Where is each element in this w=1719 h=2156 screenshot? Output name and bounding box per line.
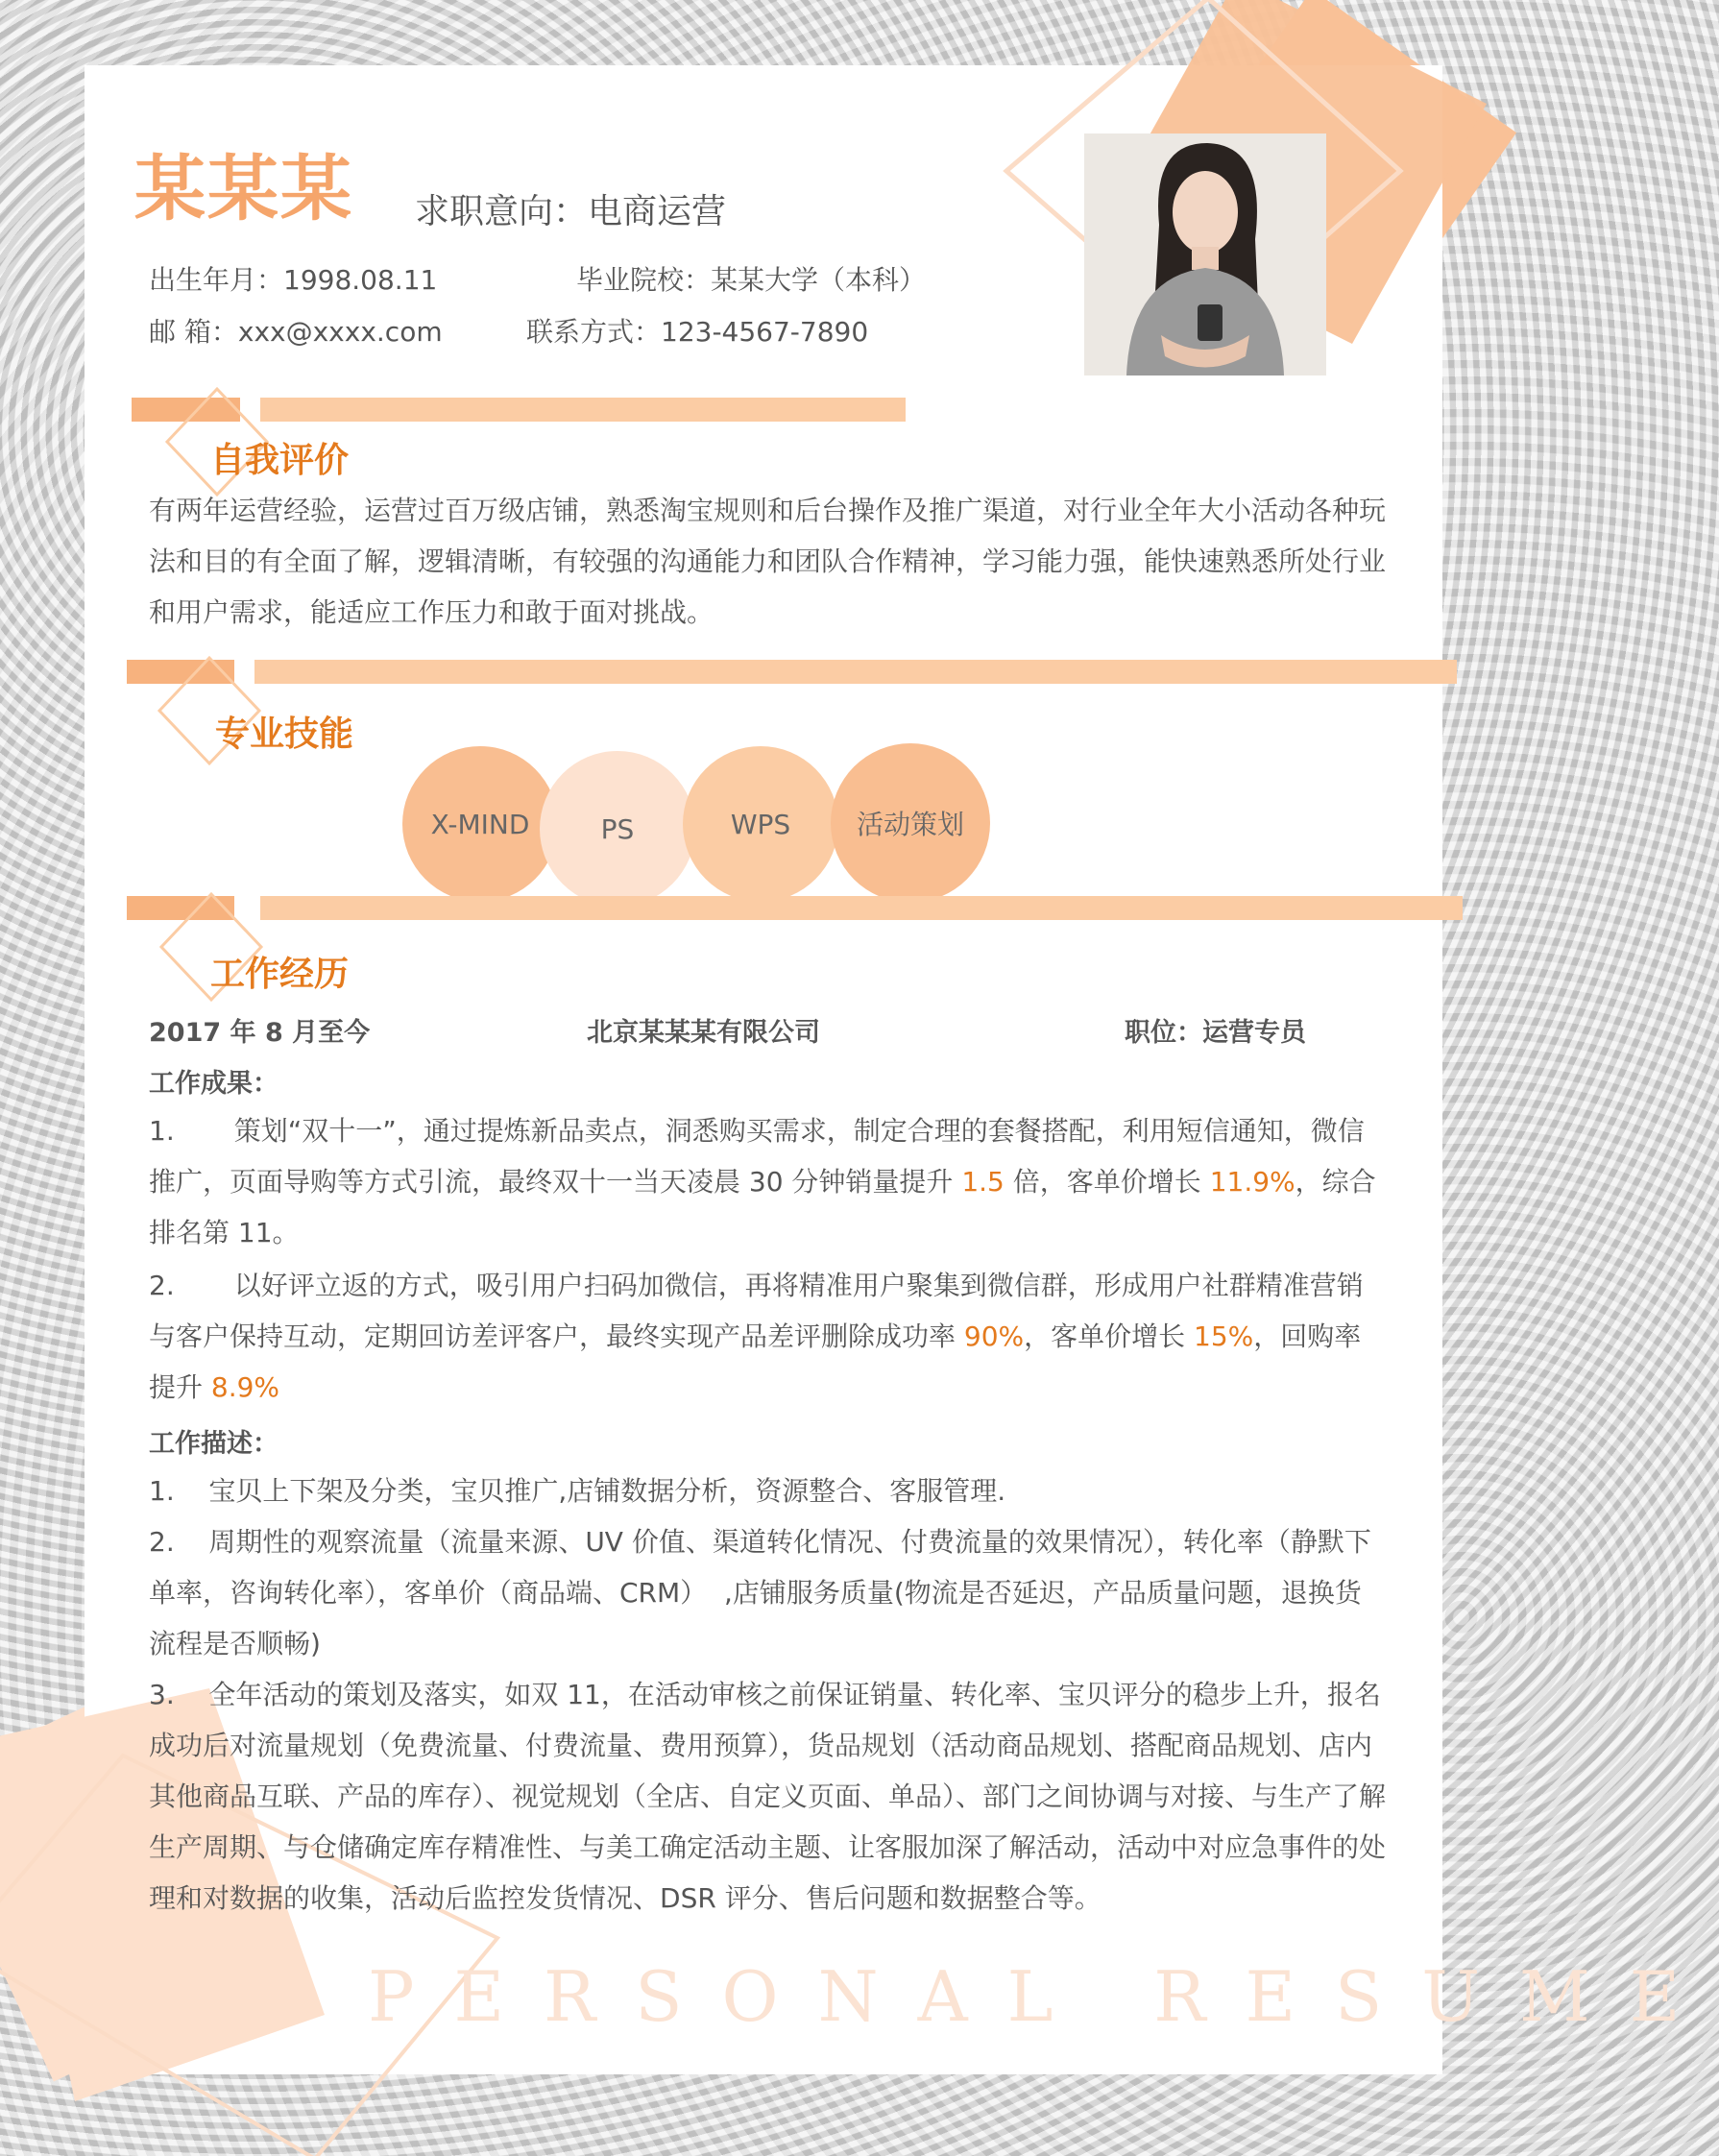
desc-item-3: 3. 全年活动的策划及落实，如双 11，在活动审核之前保证销量、转化率、宝贝评分的稳步上升，报名成功后对流量规划（免费流量、付费流量、费用预算），货品规划（活动商品规划、搭配商品规划、店内其他商品互联、产品的库存）、视觉规划（全店、自定义页面、单品）、部门之间协调与对接、与生产了解生产周期、与仓储确定库存精准性、与美工确定活动主题、让客服加深了解活动，活动中对应急事件的处理和对数据的收集，活动后监控发货情况、DSR 评分、售后问题和数据整合等。 xyxy=(149,1679,1387,1914)
personal-resume-watermark: PERSONAL RESUME xyxy=(368,1956,1719,2037)
job-position: 职位：运营专员 xyxy=(1125,1018,1306,1048)
profile-photo xyxy=(1084,133,1326,375)
result-text: ，回购率提升 xyxy=(149,1320,1362,1403)
result-item-2 xyxy=(149,1260,1386,1413)
section-bar-right xyxy=(260,896,1463,920)
result-text: 倍，客单价增长 xyxy=(1004,1166,1210,1198)
result-highlight: 15% xyxy=(1194,1320,1254,1352)
result-number: 1. xyxy=(149,1115,175,1147)
desc-item-1: 1. 宝贝上下架及分类，宝贝推广,店铺数据分析，资源整合、客服管理. xyxy=(149,1475,1006,1507)
job-date: 2017 年 8 月至今 xyxy=(149,1018,371,1048)
person-photo-icon xyxy=(1084,133,1326,375)
email: 邮 箱：xxx@xxxx.com xyxy=(149,316,443,348)
result-highlight: 90% xyxy=(963,1320,1025,1352)
section-bar-right xyxy=(254,660,1457,684)
desc-item-2: 2. 周期性的观察流量（流量来源、UV 价值、渠道转化情况、付费流量的效果情况），转化率（静默下单率，咨询转化率），客单价（商品端、CRM） ,店铺服务质量(物流是否延迟，产品质量问题，退换货流程是否顺畅) xyxy=(149,1526,1371,1659)
desc-list xyxy=(149,1466,1386,1924)
result-highlight: 1.5 xyxy=(961,1166,1005,1198)
result-text: ，客单价增长 xyxy=(1024,1320,1195,1352)
self-eval-title: 自我评价 xyxy=(210,441,350,480)
desc-label: 工作描述： xyxy=(149,1429,278,1459)
school: 毕业院校：某某大学（本科） xyxy=(576,264,927,296)
job-company: 北京某某某有限公司 xyxy=(587,1018,820,1048)
result-number: 2. xyxy=(149,1270,175,1301)
resume-paper xyxy=(85,65,1719,2074)
self-eval-text: 有两年运营经验，运营过百万级店铺，熟悉淘宝规则和后台操作及推广渠道，对行业全年大小活动各种玩法和目的有全面了解，逻辑清晰，有较强的沟通能力和团队合作精神，学习能力强，能快速熟悉所处行业和用户需求，能适应工作压力和敢于面对挑战。 xyxy=(149,495,1387,628)
section-bar-right xyxy=(260,398,906,422)
result-text: ，综合排名第 11。 xyxy=(149,1166,1376,1248)
skills-title: 专业技能 xyxy=(215,715,354,754)
candidate-name: 某某某 xyxy=(134,148,353,230)
result-text: 策划“双十一”，通过提炼新品卖点，洞悉购买需求，制定合理的套餐搭配，利用短信通知，微信推广，页面导购等方式引流，最终双十一当天凌晨 30 分钟销量提升 xyxy=(149,1115,1365,1198)
result-text: 以好评立返的方式，吸引用户扫码加微信，再将精准用户聚集到微信群，形成用户社群精准营销与客户保持互动，定期回访差评客户，最终实现产品差评删除成功率 xyxy=(149,1270,1364,1352)
results-label: 工作成果： xyxy=(149,1069,278,1099)
skill-circle: 活动策划 xyxy=(831,743,990,903)
work-title: 工作经历 xyxy=(210,955,350,994)
birth-date: 出生年月：1998.08.11 xyxy=(149,264,438,296)
result-highlight: 11.9% xyxy=(1209,1166,1295,1198)
skill-circle: PS xyxy=(540,751,695,907)
phone: 联系方式：123-4567-7890 xyxy=(526,316,869,348)
result-item-1 xyxy=(149,1105,1386,1258)
job-intent: 求职意向：电商运营 xyxy=(415,192,727,231)
result-highlight: 8.9% xyxy=(210,1371,280,1403)
skill-circle: WPS xyxy=(683,746,838,902)
skill-circle: X-MIND xyxy=(402,746,558,902)
